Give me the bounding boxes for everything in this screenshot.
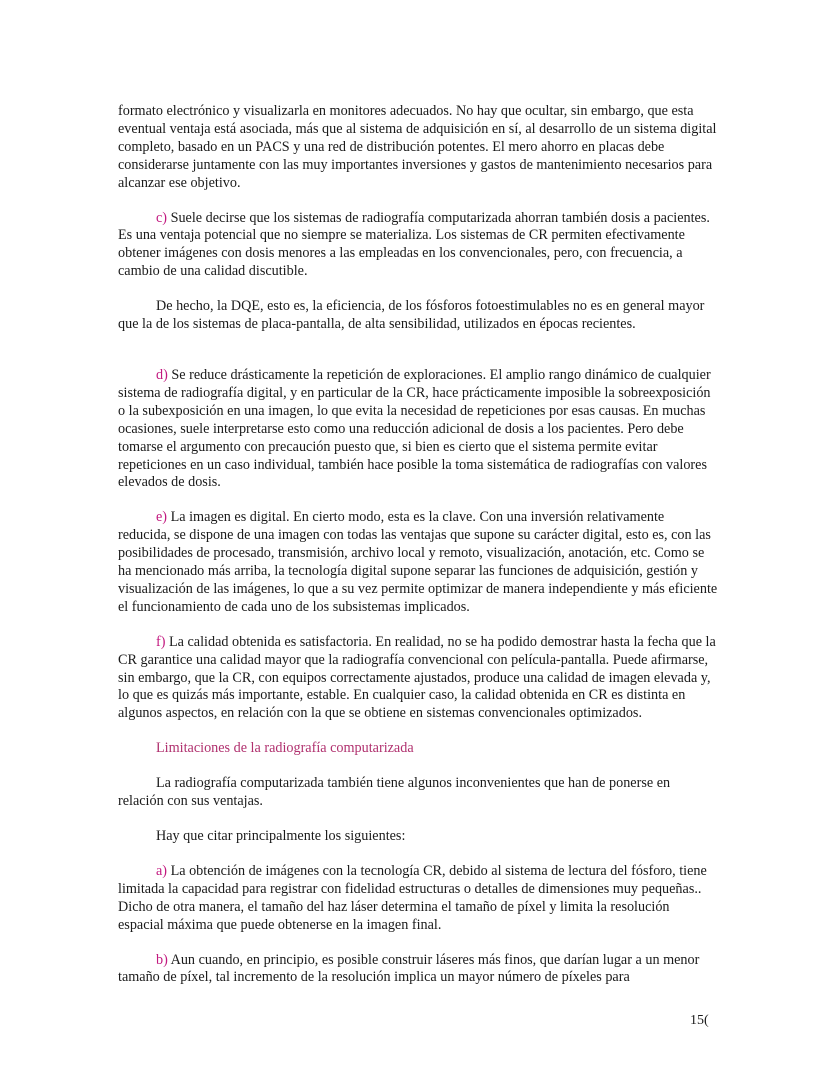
paragraph [118,952,718,988]
paragraph [118,367,718,492]
paragraph-text: Aun cuando, en principio, es posible construir láseres más finos, que darían lugar a un menor tamaño de píxel, tal incremento de la resolución implica un mayor número de píxeles para [118,951,700,986]
list-marker: d) [156,366,168,383]
list-marker: c) [156,209,168,226]
document-body [118,103,718,987]
paragraph [118,298,718,334]
list-marker: b) [156,951,168,968]
section-heading: Limitaciones de la radiografía computarizada [156,740,414,757]
paragraph [118,634,718,724]
paragraph-text: La radiografía computarizada también tiene algunos inconvenientes que han de ponerse en relación con sus ventajas. [118,775,671,810]
paragraph [118,775,718,811]
list-marker: a) [156,862,168,879]
paragraph [118,509,718,616]
paragraph [118,210,718,282]
paragraph-text: La imagen es digital. En cierto modo, esta es la clave. Con una inversión relativamente reducida, se dispone de una imagen con todas las ventajas que supone su carácter digital, esto es, con las posibilidades de procesado, transmisión, archivo local y remoto, visualización, anotación, etc. Como se ha mencionado más arriba, la tecnología digital supone separar las funciones de adquisición, gestión y visualización de las imágenes, lo que a su vez permite optimizar de manera independiente y más eficiente el funcionamiento de cada uno de los subsistemas implicados. [118,509,718,615]
paragraph-text: Suele decirse que los sistemas de radiografía computarizada ahorran también dosis a pacientes. Es una ventaja potencial que no siempre se materializa. Los sistemas de CR permiten efectivamente obtener imágenes con dosis menores a las empleadas en los convencionales, pero, con frecuencia, a cambio de una calidad discutible. [118,209,710,280]
paragraph-text: La calidad obtenida es satisfactoria. En realidad, no se ha podido demostrar hasta la fecha que la CR garantice una calidad mayor que la radiografía convencional con película-pantalla. Puede afirmarse, sin embargo, que la CR, con equipos correctamente ajustados, produce una calidad de imagen elevada y, lo que es quizás más importante, estable. En cualquier caso, la calidad obtenida en CR es distinta en algunos aspectos, en relación con la que se obtiene en sistemas convencionales optimizados. [118,633,716,722]
paragraph-text: De hecho, la DQE, esto es, la eficiencia, de los fósforos fotoestimulables no es en general mayor que la de los sistemas de placa-pantalla, de alta sensibilidad, utilizados en épocas recientes. [118,298,705,333]
paragraph-text: Se reduce drásticamente la repetición de exploraciones. El amplio rango dinámico de cualquier sistema de radiografía digital, y en particular de la CR, hace prácticamente imposible la sobreexposición o la subexposición en una imagen, lo que evita la necesidad de repeticiones por esas causas. En muchas ocasiones, suele interpretarse esto como una reducción adicional de dosis a los pacientes. Pero debe tomarse el argumento con precaución puesto que, si bien es cierto que el sistema permite evitar repeticiones en un caso individual, también hace posible la toma sistemática de radiografías con valores elevados de dosis. [118,366,711,491]
list-marker: e) [156,509,168,526]
paragraph-text: formato electrónico y visualizarla en monitores adecuados. No hay que ocultar, sin embargo, que esta eventual ventaja está asociada, más que al sistema de adquisición en sí, al desarrollo de un sistema digital completo, basado en un PACS y una red de distribución potentes. El mero ahorro en placas debe considerarse juntamente con las muy importantes inversiones y gastos de mantenimiento necesarios para alcanzar ese objetivo. [118,103,717,191]
paragraph-text: La obtención de imágenes con la tecnología CR, debido al sistema de lectura del fósforo, tiene limitada la capacidad para registrar con fidelidad estructuras o detalles de dimensiones muy pequeñas.. Dicho de otra manera, el tamaño del haz láser determina el tamaño de píxel y limita la resolución espacial máxima que puede obtenerse en la imagen final. [118,862,707,933]
list-marker: f) [156,633,166,650]
paragraph [118,103,718,193]
page-number: 15( [690,1013,709,1028]
paragraph [118,828,718,846]
paragraph [118,863,718,935]
paragraph-text: Hay que citar principalmente los siguientes: [156,828,406,844]
